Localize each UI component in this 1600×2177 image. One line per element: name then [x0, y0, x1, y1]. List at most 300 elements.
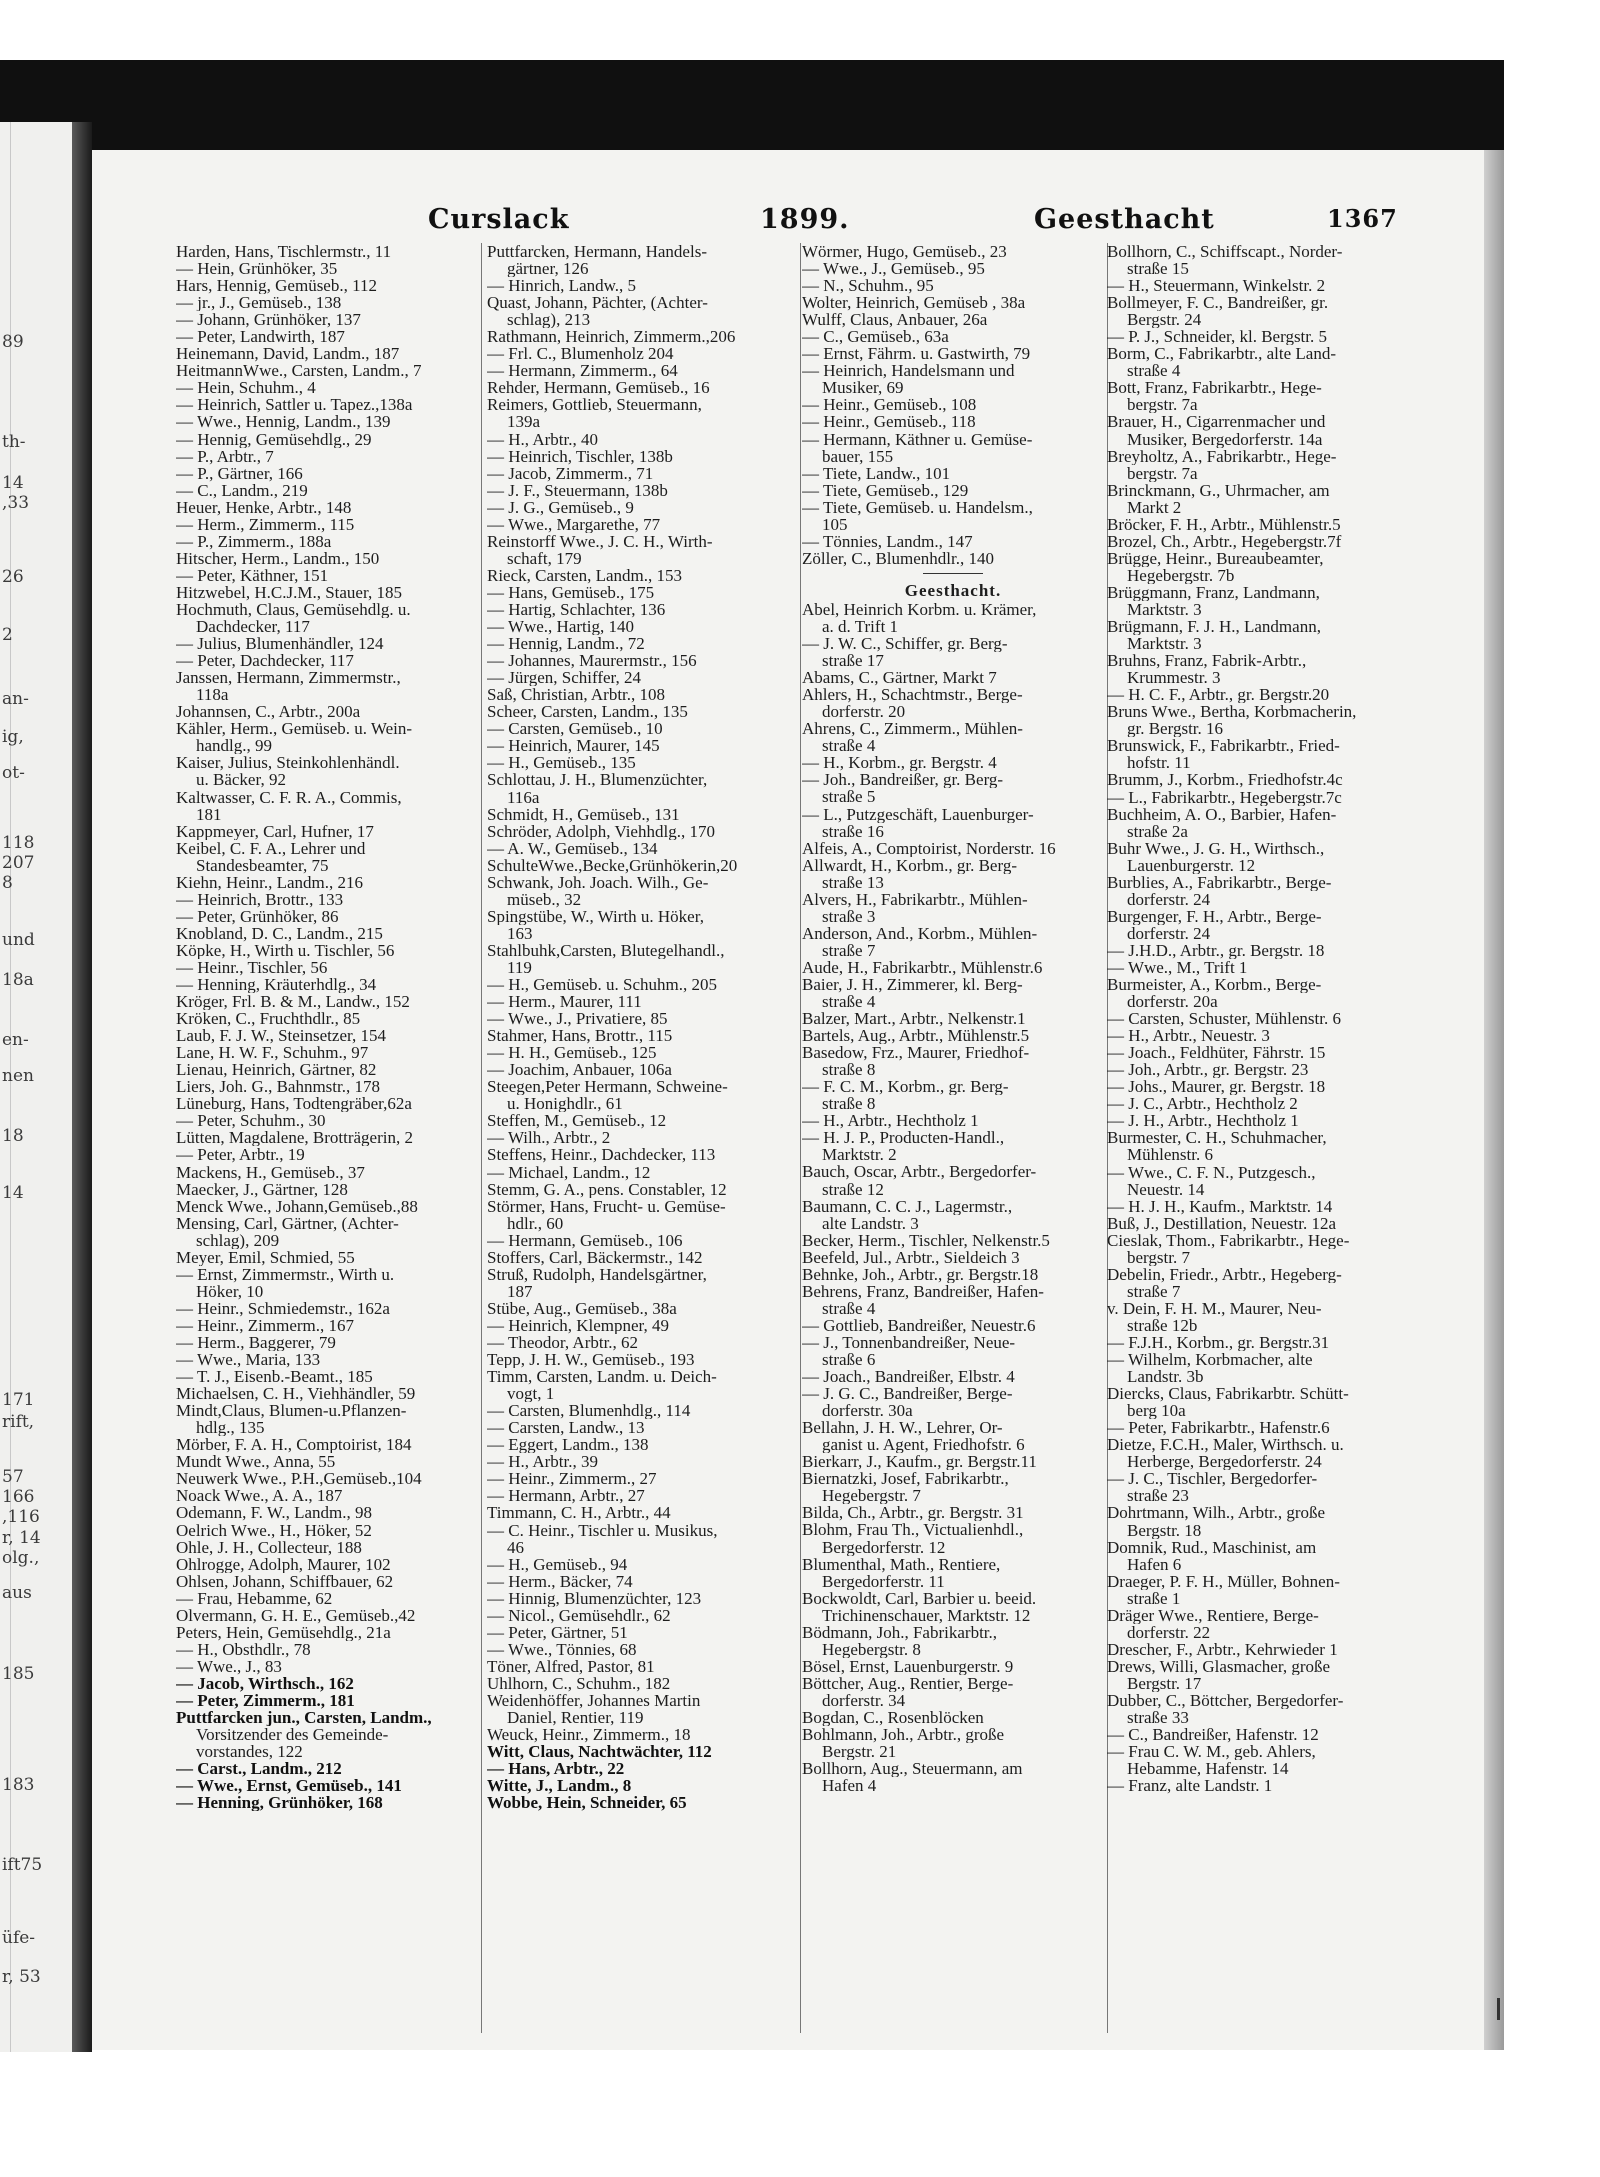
- directory-entry: Baumann, C. C. J., Lagermstr.,: [802, 1197, 1013, 1215]
- directory-entry: Michaelsen, C. H., Viehhändler, 59: [176, 1385, 416, 1403]
- directory-entry: — Heinr., Tischler, 56: [176, 958, 328, 977]
- directory-entry: dorferstr. 20: [822, 703, 906, 721]
- directory-entry: Mensing, Carl, Gärtner, (Achter-: [176, 1214, 399, 1232]
- directory-entry: Breyholtz, A., Fabrikarbtr., Hege-: [1107, 447, 1337, 465]
- directory-entry: Lienau, Heinrich, Gärtner, 82: [176, 1061, 377, 1079]
- facing-page-text-fragment: 18: [2, 1126, 24, 1146]
- directory-entry: Bierkarr, J., Kaufm., gr. Bergstr.11: [802, 1453, 1037, 1471]
- directory-entry: Steffens, Heinr., Dachdecker, 113: [487, 1146, 716, 1164]
- running-head-right: Geesthacht: [1034, 204, 1215, 235]
- directory-entry: — Joh., Bandreißer, gr. Berg-: [802, 771, 1004, 789]
- facing-page-text-fragment: 89: [2, 332, 24, 352]
- directory-entry: Reinstorff Wwe., J. C. H., Wirth-: [487, 532, 713, 550]
- directory-entry: — Heinrich, Klempner, 49: [487, 1316, 670, 1334]
- facing-page-text-fragment: 14: [2, 473, 24, 493]
- directory-entry: — Franz, alte Landstr. 1: [1107, 1777, 1273, 1795]
- directory-entry: Daniel, Rentier, 119: [507, 1709, 644, 1727]
- directory-entry: Rehder, Hermann, Gemüseb., 16: [487, 379, 710, 397]
- directory-entry: — Hinrich, Landw., 5: [487, 277, 637, 295]
- directory-entry: handlg., 99: [196, 737, 273, 755]
- directory-entry: Noack Wwe., A. A., 187: [176, 1487, 343, 1505]
- directory-entry: Bödmann, Joh., Fabrikarbtr.,: [802, 1623, 998, 1641]
- directory-entry: Stahlbuhk,Carsten, Blutegelhandl.,: [487, 941, 725, 959]
- directory-entry: straße 4: [822, 737, 876, 755]
- directory-column-3: [802, 243, 1104, 1794]
- directory-entry: — Frau, Hebamme, 62: [176, 1589, 333, 1607]
- directory-entry: straße 16: [822, 822, 884, 840]
- directory-entry: v. Dein, F. H. M., Maurer, Neu-: [1107, 1299, 1322, 1317]
- directory-entry: Kaiser, Julius, Steinkohlenhändl.: [176, 754, 400, 772]
- directory-entry: Dohrtmann, Wilh., Arbtr., große: [1107, 1504, 1326, 1522]
- directory-entry: Bohlmann, Joh., Arbtr., große: [802, 1726, 1005, 1744]
- directory-entry: — Hans, Arbtr., 22: [487, 1760, 625, 1778]
- directory-entry: Burmester, C. H., Schuhmacher,: [1107, 1129, 1327, 1147]
- directory-entry: Schröder, Adolph, Viehhdlg., 170: [487, 822, 715, 840]
- section-separator: [923, 573, 983, 574]
- directory-entry: Brunswick, F., Fabrikarbtr., Fried-: [1107, 737, 1340, 755]
- directory-entry: — Wilh., Arbtr., 2: [487, 1129, 611, 1147]
- directory-entry: — Eggert, Landm., 138: [487, 1436, 649, 1454]
- directory-entry: 119: [507, 958, 532, 977]
- directory-entry: — Hermann, Käthner u. Gemüse-: [802, 430, 1033, 448]
- directory-entry: — J. C., Tischler, Bergedorfer-: [1107, 1470, 1318, 1488]
- directory-entry: vorstandes, 122: [196, 1743, 303, 1761]
- directory-entry: Drescher, F., Arbtr., Kehrwieder 1: [1107, 1640, 1338, 1658]
- directory-entry: — Gottlieb, Bandreißer, Neuestr.6: [802, 1316, 1036, 1334]
- directory-entry: Mundt Wwe., Anna, 55: [176, 1453, 336, 1471]
- directory-entry: — Tiete, Gemüseb., 129: [802, 481, 969, 499]
- directory-entry: straße 33: [1127, 1709, 1189, 1727]
- directory-entry: 118a: [196, 686, 229, 704]
- directory-entry: dorferstr. 30a: [822, 1402, 913, 1420]
- facing-page-text-fragment: und: [2, 930, 35, 950]
- directory-entry: Kähler, Herm., Gemüseb. u. Wein-: [176, 720, 413, 738]
- directory-entry: Burmeister, A., Korbm., Berge-: [1107, 976, 1322, 994]
- directory-entry: Höker, 10: [196, 1282, 264, 1300]
- directory-entry: Blumenthal, Math., Rentiere,: [802, 1555, 1001, 1573]
- running-head-year: 1899.: [760, 204, 850, 235]
- directory-entry: — Carsten, Landw., 13: [487, 1419, 645, 1437]
- directory-entry: Basedow, Frz., Maurer, Friedhof-: [802, 1044, 1030, 1062]
- directory-entry: Steegen,Peter Hermann, Schweine-: [487, 1078, 728, 1096]
- directory-entry: — Joach., Feldhüter, Fährstr. 15: [1107, 1044, 1326, 1062]
- directory-entry: Blohm, Frau Th., Victualienhdl.,: [802, 1521, 1024, 1539]
- directory-entry: — Tiete, Gemüseb. u. Handelsm.,: [802, 498, 1033, 516]
- facing-page-text-fragment: r, 53: [2, 1967, 41, 1987]
- directory-entry: Uhlhorn, C., Schuhm., 182: [487, 1674, 671, 1692]
- directory-entry: Timmann, C. H., Arbtr., 44: [487, 1504, 671, 1522]
- directory-entry: Bösel, Ernst, Lauenburgerstr. 9: [802, 1657, 1014, 1675]
- directory-entry: — Ernst, Fährm. u. Gastwirth, 79: [802, 345, 1031, 363]
- directory-entry: Burgenger, F. H., Arbtr., Berge-: [1107, 907, 1322, 925]
- directory-entry: — Peter, Fabrikarbtr., Hafenstr.6: [1107, 1419, 1330, 1437]
- section-heading: Geesthacht.: [904, 580, 1002, 600]
- directory-entry: straße 7: [822, 941, 876, 959]
- directory-entry: Domnik, Rud., Maschinist, am: [1107, 1538, 1317, 1556]
- directory-entry: Mörber, F. A. H., Comptoirist, 184: [176, 1436, 412, 1454]
- directory-entry: Krummestr. 3: [1127, 669, 1221, 687]
- directory-entry: — Heinrich, Tischler, 138b: [487, 447, 673, 465]
- directory-entry: alte Landstr. 3: [822, 1214, 919, 1232]
- directory-entry: 139a: [507, 413, 541, 431]
- directory-entry: Dachdecker, 117: [196, 618, 310, 636]
- directory-entry: — Peter, Gärtner, 51: [487, 1623, 628, 1641]
- directory-entry: Bergstr. 17: [1127, 1674, 1202, 1692]
- facing-page-text-fragment: th-: [2, 432, 26, 452]
- directory-entry: Keibel, C. F. A., Lehrer und: [176, 839, 366, 857]
- directory-entry: Stübe, Aug., Gemüseb., 38a: [487, 1299, 677, 1317]
- directory-entry: Wolter, Heinrich, Gemüseb , 38a: [802, 294, 1026, 312]
- directory-entry: Puttfarcken jun., Carsten, Landm.,: [176, 1709, 432, 1727]
- directory-entry: Olvermann, G. H. E., Gemüseb.,42: [176, 1606, 416, 1624]
- directory-entry: — P., Zimmerm., 188a: [176, 532, 332, 550]
- directory-entry: straße 1: [1127, 1589, 1181, 1607]
- directory-entry: Kröken, C., Fruchthdlr., 85: [176, 1010, 361, 1028]
- directory-entry: Zöller, C., Blumenhdlr., 140: [802, 549, 994, 567]
- directory-entry: dorferstr. 24: [1127, 890, 1211, 908]
- directory-entry: Musiker, 69: [822, 379, 904, 397]
- directory-entry: straße 7: [1127, 1282, 1181, 1300]
- directory-entry: Bogdan, C., Rosenblöcken: [802, 1708, 984, 1727]
- directory-entry: Alvers, H., Fabrikarbtr., Mühlen-: [802, 890, 1028, 908]
- directory-entry: Ahlers, H., Schachtmstr., Berge-: [802, 686, 1023, 704]
- directory-entry: Lauenburgerstr. 12: [1127, 856, 1256, 874]
- directory-entry: — Michael, Landm., 12: [487, 1163, 651, 1181]
- facing-page-text-fragment: en-: [2, 1030, 29, 1050]
- directory-entry: — Heinrich, Maurer, 145: [487, 737, 660, 755]
- directory-entry: — Wwe., M., Trift 1: [1107, 958, 1248, 977]
- directory-entry: Buhr Wwe., J. G. H., Wirthsch.,: [1107, 839, 1325, 857]
- directory-entry: schlag), 209: [196, 1231, 280, 1249]
- directory-entry: — J. H., Arbtr., Hechtholz 1: [1107, 1112, 1299, 1130]
- facing-page-text-fragment: r, 14: [2, 1528, 41, 1548]
- directory-entry: — H., Gemüseb., 94: [487, 1555, 628, 1573]
- directory-entry: — Joachim, Anbauer, 106a: [487, 1061, 672, 1079]
- directory-entry: — Jacob, Zimmerm., 71: [487, 464, 654, 482]
- facing-page-text-fragment: aus: [2, 1583, 32, 1603]
- directory-entry: — Carsten, Blumenhdlg., 114: [487, 1402, 691, 1420]
- directory-entry: Laub, F. J. W., Steinsetzer, 154: [176, 1027, 386, 1045]
- directory-entry: straße 8: [822, 1095, 876, 1113]
- directory-entry: — H., Arbtr., 39: [487, 1453, 598, 1471]
- directory-entry: — Wwe., Maria, 133: [176, 1351, 321, 1369]
- directory-entry: — Wwe., Hennig, Landm., 139: [176, 413, 391, 431]
- directory-entry: Harden, Hans, Tischlermstr., 11: [176, 243, 392, 261]
- facing-page-text-fragment: 2: [2, 625, 13, 645]
- directory-entry: Burblies, A., Fabrikarbtr., Berge-: [1107, 873, 1332, 891]
- directory-entry: — Carst., Landm., 212: [176, 1760, 342, 1778]
- directory-entry: Schlottau, J. H., Blumenzüchter,: [487, 771, 708, 789]
- facing-page-text-fragment: ot-: [2, 763, 25, 783]
- directory-entry: — Wwe., Margarethe, 77: [487, 515, 661, 533]
- directory-entry: — J. W. C., Schiffer, gr. Berg-: [802, 635, 1008, 653]
- directory-entry: Töner, Alfred, Pastor, 81: [487, 1657, 655, 1675]
- directory-entry: — Hartig, Schlachter, 136: [487, 600, 666, 619]
- directory-column-4: [1107, 243, 1417, 1794]
- directory-entry: dorferstr. 34: [822, 1691, 906, 1709]
- directory-entry: Hafen 6: [1127, 1555, 1182, 1573]
- directory-entry: Stemm, G. A., pens. Constabler, 12: [487, 1180, 727, 1198]
- directory-entry: — Hermann, Gemüseb., 106: [487, 1231, 683, 1249]
- directory-entry: Aude, H., Fabrikarbtr., Mühlenstr.6: [802, 958, 1043, 976]
- directory-entry: Brozel, Ch., Arbtr., Hegebergstr.7f: [1107, 532, 1342, 550]
- directory-entry: Peters, Hein, Gemüsehdlg., 21a: [176, 1623, 391, 1641]
- directory-entry: — H., Gemüseb., 135: [487, 754, 636, 772]
- directory-entry: Böttcher, Aug., Rentier, Berge-: [802, 1674, 1014, 1692]
- directory-column-1: [176, 243, 478, 1811]
- directory-entry: — Wwe., J., 83: [176, 1657, 282, 1675]
- directory-entry: Bruhns, Franz, Fabrik-Arbtr.,: [1107, 652, 1307, 670]
- directory-entry: Johannsen, C., Arbtr., 200a: [176, 703, 361, 721]
- directory-entry: straße 12b: [1127, 1316, 1198, 1334]
- directory-entry: u. Bäcker, 92: [196, 771, 286, 789]
- directory-entry: — Heinrich, Brottr., 133: [176, 890, 344, 908]
- directory-entry: Alfeis, A., Comptoirist, Norderstr. 16: [802, 839, 1056, 857]
- directory-entry: Schwank, Joh. Joach. Wilh., Ge-: [487, 873, 709, 891]
- directory-entry: — C. Heinr., Tischler u. Musikus,: [487, 1521, 718, 1539]
- directory-entry: a. d. Trift 1: [822, 617, 899, 636]
- facing-page-text-fragment: 171: [2, 1390, 35, 1410]
- directory-entry: — Wwe., J., Privatiere, 85: [487, 1010, 668, 1028]
- directory-entry: Stahmer, Hans, Brottr., 115: [487, 1027, 673, 1045]
- directory-entry: Kappmeyer, Carl, Hufner, 17: [176, 822, 374, 840]
- directory-entry: — Hein, Grünhöker, 35: [176, 260, 338, 278]
- directory-entry: Behrens, Franz, Bandreißer, Hafen-: [802, 1282, 1044, 1300]
- running-head-left: Curslack: [428, 204, 570, 235]
- directory-entry: — N., Schuhm., 95: [802, 277, 934, 295]
- directory-entry: — F.J.H., Korbm., gr. Bergstr.31: [1107, 1334, 1330, 1352]
- directory-entry: Witt, Claus, Nachtwächter, 112: [487, 1743, 712, 1761]
- directory-entry: Anderson, And., Korbm., Mühlen-: [802, 924, 1038, 942]
- directory-entry: Quast, Johann, Pächter, (Achter-: [487, 294, 708, 312]
- directory-entry: Baier, J. H., Zimmerer, kl. Berg-: [802, 975, 1023, 994]
- directory-entry: — Hinnig, Blumenzüchter, 123: [487, 1589, 702, 1607]
- directory-entry: — Peter, Zimmerm., 181: [176, 1691, 355, 1710]
- directory-entry: — H., Arbtr., Neuestr. 3: [1107, 1027, 1270, 1045]
- directory-entry: Oelrich Wwe., H., Höker, 52: [176, 1521, 372, 1539]
- directory-entry: — Peter, Grünhöker, 86: [176, 907, 339, 925]
- directory-entry: Bilda, Ch., Arbtr., gr. Bergstr. 31: [802, 1504, 1024, 1522]
- directory-entry: Ahrens, C., Zimmerm., Mühlen-: [802, 720, 1023, 738]
- directory-entry: Hochmuth, Claus, Gemüsehdlg. u.: [176, 600, 411, 619]
- directory-entry: Timm, Carsten, Landm. u. Deich-: [487, 1368, 717, 1386]
- facing-page-text-fragment: 118: [2, 833, 35, 853]
- directory-entry: — Heinr., Gemüseb., 118: [802, 413, 976, 431]
- directory-entry: — J. F., Steuermann, 138b: [487, 481, 668, 499]
- directory-column-2: [487, 243, 797, 1811]
- directory-entry: Neuestr. 14: [1127, 1180, 1205, 1198]
- directory-entry: — H., Arbtr., Hechtholz 1: [802, 1112, 979, 1130]
- directory-entry: Bruns Wwe., Bertha, Korbmacherin,: [1107, 703, 1357, 721]
- directory-entry: Wobbe, Hein, Schneider, 65: [487, 1794, 687, 1812]
- directory-entry: u. Honighdlr., 61: [507, 1095, 623, 1113]
- directory-entry: Neuwerk Wwe., P.H.,Gemüseb.,104: [176, 1470, 422, 1488]
- directory-entry: Draeger, P. F. H., Müller, Bohnen-: [1107, 1572, 1340, 1590]
- directory-entry: Wörmer, Hugo, Gemüseb., 23: [802, 243, 1007, 261]
- directory-entry: straße 15: [1127, 260, 1189, 278]
- directory-entry: bauer, 155: [822, 447, 894, 465]
- directory-entry: Bollhorn, C., Schiffscapt., Norder-: [1107, 243, 1343, 261]
- directory-entry: — Hein, Schuhm., 4: [176, 379, 316, 397]
- facing-page-text-fragment: ,33: [2, 493, 30, 513]
- directory-entry: Störmer, Hans, Frucht- u. Gemüse-: [487, 1197, 726, 1215]
- directory-entry: Meyer, Emil, Schmied, 55: [176, 1248, 355, 1266]
- directory-entry: Allwardt, H., Korbm., gr. Berg-: [802, 856, 1017, 874]
- directory-entry: Beefeld, Jul., Arbtr., Sieldeich 3: [802, 1248, 1020, 1266]
- directory-entry: Lütten, Magdalene, Brotträgerin, 2: [176, 1129, 413, 1147]
- directory-entry: — Johannes, Maurermstr., 156: [487, 652, 697, 670]
- directory-entry: Wulff, Claus, Anbauer, 26a: [802, 311, 988, 329]
- directory-entry: — T. J., Eisenb.-Beamt., 185: [176, 1368, 373, 1386]
- directory-entry: — H., Gemüseb. u. Schuhm., 205: [487, 976, 717, 994]
- directory-entry: Köpke, H., Wirth u. Tischler, 56: [176, 941, 395, 959]
- book-gutter: [72, 122, 92, 2052]
- directory-entry: Odemann, F. W., Landm., 98: [176, 1504, 373, 1522]
- directory-entry: Biernatzki, Josef, Fabrikarbtr.,: [802, 1470, 1009, 1488]
- directory-entry: — H. H., Gemüseb., 125: [487, 1044, 657, 1062]
- directory-entry: Brügmann, F. J. H., Landmann,: [1107, 618, 1321, 636]
- directory-entry: hdlr., 60: [507, 1214, 564, 1232]
- directory-entry: Balzer, Mart., Arbtr., Nelkenstr.1: [802, 1010, 1026, 1028]
- directory-entry: — J. G. C., Bandreißer, Berge-: [802, 1385, 1013, 1403]
- directory-entry: Kiehn, Heinr., Landm., 216: [176, 873, 363, 891]
- directory-entry: — Wwe., Ernst, Gemüseb., 141: [176, 1777, 402, 1795]
- directory-entry: Lane, H. W. F., Schuhm., 97: [176, 1044, 369, 1062]
- directory-entry: — Johs., Maurer, gr. Bergstr. 18: [1107, 1078, 1326, 1096]
- directory-entry: Hegebergstr. 8: [822, 1640, 921, 1658]
- directory-entry: Bergstr. 24: [1127, 311, 1202, 329]
- directory-entry: Liers, Joh. G., Bahnmstr., 178: [176, 1078, 380, 1096]
- directory-entry: Bollmeyer, F. C., Bandreißer, gr.: [1107, 294, 1329, 312]
- facing-page-text-fragment: üfe-: [2, 1928, 36, 1948]
- directory-entry: — Peter, Landwirth, 187: [176, 328, 345, 346]
- directory-entry: Vorsitzender des Gemeinde-: [196, 1726, 389, 1744]
- directory-entry: dorferstr. 22: [1127, 1623, 1211, 1641]
- directory-entry: Buß, J., Destillation, Neuestr. 12a: [1107, 1214, 1337, 1232]
- directory-entry: dorferstr. 20a: [1127, 993, 1218, 1011]
- directory-entry: Standesbeamter, 75: [196, 856, 329, 874]
- directory-entry: — H., Korbm., gr. Bergstr. 4: [802, 754, 997, 772]
- directory-entry: Reimers, Gottlieb, Steuermann,: [487, 396, 702, 414]
- directory-entry: — Johann, Grünhöker, 137: [176, 311, 361, 329]
- directory-entry: — A. W., Gemüseb., 134: [487, 839, 658, 857]
- directory-entry: — Nicol., Gemüsehdlr., 62: [487, 1606, 671, 1624]
- directory-entry: Mindt,Claus, Blumen-u.Pflanzen-: [176, 1402, 407, 1420]
- directory-entry: — L., Putzgeschäft, Lauenburger-: [802, 805, 1034, 823]
- directory-entry: Buchheim, A. O., Barbier, Hafen-: [1107, 805, 1337, 823]
- directory-entry: Bartels, Aug., Arbtr., Mühlenstr.5: [802, 1027, 1030, 1045]
- directory-entry: straße 12: [822, 1180, 884, 1198]
- directory-entry: — Heinrich, Handelsmann und: [802, 362, 1015, 380]
- directory-entry: HeitmannWwe., Carsten, Landm., 7: [176, 362, 422, 380]
- directory-entry: Herberge, Bergedorferstr. 24: [1127, 1453, 1322, 1471]
- directory-entry: — Jürgen, Schiffer, 24: [487, 669, 642, 687]
- directory-entry: — Hennig, Landm., 72: [487, 635, 645, 653]
- directory-entry: — P., Arbtr., 7: [176, 447, 274, 465]
- directory-entry: — Herm., Bäcker, 74: [487, 1572, 633, 1590]
- directory-entry: vogt, 1: [507, 1385, 555, 1403]
- directory-entry: Bauch, Oscar, Arbtr., Bergedorfer-: [802, 1163, 1037, 1181]
- directory-entry: — Tiete, Landw., 101: [802, 464, 951, 482]
- directory-entry: straße 5: [822, 788, 876, 806]
- facing-page-text-fragment: ift75: [2, 1855, 43, 1875]
- directory-entry: 187: [507, 1282, 533, 1300]
- directory-entry: Menck Wwe., Johann,Gemüseb.,88: [176, 1197, 418, 1215]
- directory-entry: — Wwe., C. F. N., Putzgesch.,: [1107, 1163, 1316, 1181]
- page-mark: [1497, 1998, 1500, 2020]
- directory-entry: — Hermann, Zimmerm., 64: [487, 362, 678, 380]
- directory-entry: straße 3: [822, 907, 876, 925]
- directory-entry: Struß, Rudolph, Handelsgärtner,: [487, 1265, 707, 1283]
- directory-entry: Abel, Heinrich Korbm. u. Krämer,: [802, 600, 1037, 618]
- directory-entry: Stoffers, Carl, Bäckermstr., 142: [487, 1248, 703, 1266]
- directory-entry: Saß, Christian, Arbtr., 108: [487, 686, 666, 704]
- directory-entry: Dietze, F.C.H., Maler, Wirthsch. u.: [1107, 1436, 1344, 1454]
- directory-entry: Mühlenstr. 6: [1127, 1146, 1213, 1164]
- directory-entry: Scheer, Carsten, Landm., 135: [487, 703, 688, 721]
- directory-entry: Steffen, M., Gemüseb., 12: [487, 1112, 667, 1130]
- directory-entry: — Peter, Käthner, 151: [176, 566, 329, 584]
- directory-entry: Bockwoldt, Carl, Barbier u. beeid.: [802, 1589, 1037, 1607]
- directory-entry: Ohlrogge, Adolph, Maurer, 102: [176, 1555, 391, 1573]
- directory-entry: 105: [822, 515, 848, 533]
- directory-entry: Schmidt, H., Gemüseb., 131: [487, 805, 680, 823]
- directory-entry: bergstr. 7: [1127, 1248, 1190, 1266]
- directory-entry: — Theodor, Arbtr., 62: [487, 1334, 639, 1352]
- directory-entry: Bergstr. 21: [822, 1743, 897, 1761]
- directory-entry: Brauer, H., Cigarrenmacher und: [1107, 413, 1326, 431]
- directory-entry: Rathmann, Heinrich, Zimmerm.,206: [487, 328, 736, 346]
- directory-entry: — H. J. H., Kaufm., Marktstr. 14: [1107, 1197, 1333, 1215]
- directory-entry: — Ernst, Zimmermstr., Wirth u.: [176, 1265, 395, 1283]
- directory-entry: — Wwe., Hartig, 140: [487, 618, 634, 636]
- directory-entry: Becker, Herm., Tischler, Nelkenstr.5: [802, 1231, 1050, 1249]
- directory-entry: — Julius, Blumenhändler, 124: [176, 635, 384, 653]
- directory-entry: — Herm., Baggerer, 79: [176, 1334, 336, 1352]
- directory-entry: — H. J. P., Producten-Handl.,: [802, 1129, 1005, 1147]
- directory-entry: straße 17: [822, 652, 884, 670]
- directory-entry: müseb., 32: [507, 890, 582, 908]
- directory-entry: straße 4: [822, 1299, 876, 1317]
- directory-entry: bergstr. 7a: [1127, 464, 1198, 482]
- facing-page-text-fragment: ,116: [2, 1507, 40, 1527]
- facing-page-text-fragment: nen: [2, 1066, 34, 1086]
- directory-entry: — Herm., Zimmerm., 115: [176, 515, 355, 533]
- directory-entry: Marktstr. 3: [1127, 635, 1202, 653]
- directory-entry: — Henning, Grünhöker, 168: [176, 1794, 383, 1812]
- facing-page-text-fragment: 57: [2, 1467, 24, 1487]
- directory-entry: — C., Landm., 219: [176, 481, 308, 499]
- directory-entry: Bollhorn, Aug., Steuermann, am: [802, 1760, 1023, 1778]
- directory-entry: Trichinenschauer, Marktstr. 12: [822, 1606, 1031, 1624]
- directory-entry: Diercks, Claus, Fabrikarbtr. Schütt-: [1107, 1385, 1349, 1403]
- directory-entry: straße 6: [822, 1351, 876, 1369]
- directory-entry: — Peter, Arbtr., 19: [176, 1146, 305, 1164]
- directory-entry: — H. C. F., Arbtr., gr. Bergstr.20: [1107, 686, 1330, 704]
- directory-entry: gr. Bergstr. 16: [1127, 720, 1224, 738]
- directory-entry: straße 4: [822, 993, 876, 1011]
- directory-entry: hdlg., 135: [196, 1419, 265, 1437]
- directory-entry: Hebamme, Hafenstr. 14: [1127, 1760, 1289, 1778]
- directory-entry: — Hermann, Arbtr., 27: [487, 1487, 645, 1505]
- directory-entry: gärtner, 126: [507, 260, 589, 278]
- facing-page-text-fragment: 26: [2, 567, 24, 587]
- directory-entry: Ohle, J. H., Collecteur, 188: [176, 1538, 362, 1556]
- facing-page-text-fragment: 166: [2, 1487, 35, 1507]
- directory-entry: — H., Arbtr., 40: [487, 430, 598, 448]
- directory-entry: Tepp, J. H. W., Gemüseb., 193: [487, 1351, 695, 1369]
- directory-entry: 163: [507, 924, 533, 942]
